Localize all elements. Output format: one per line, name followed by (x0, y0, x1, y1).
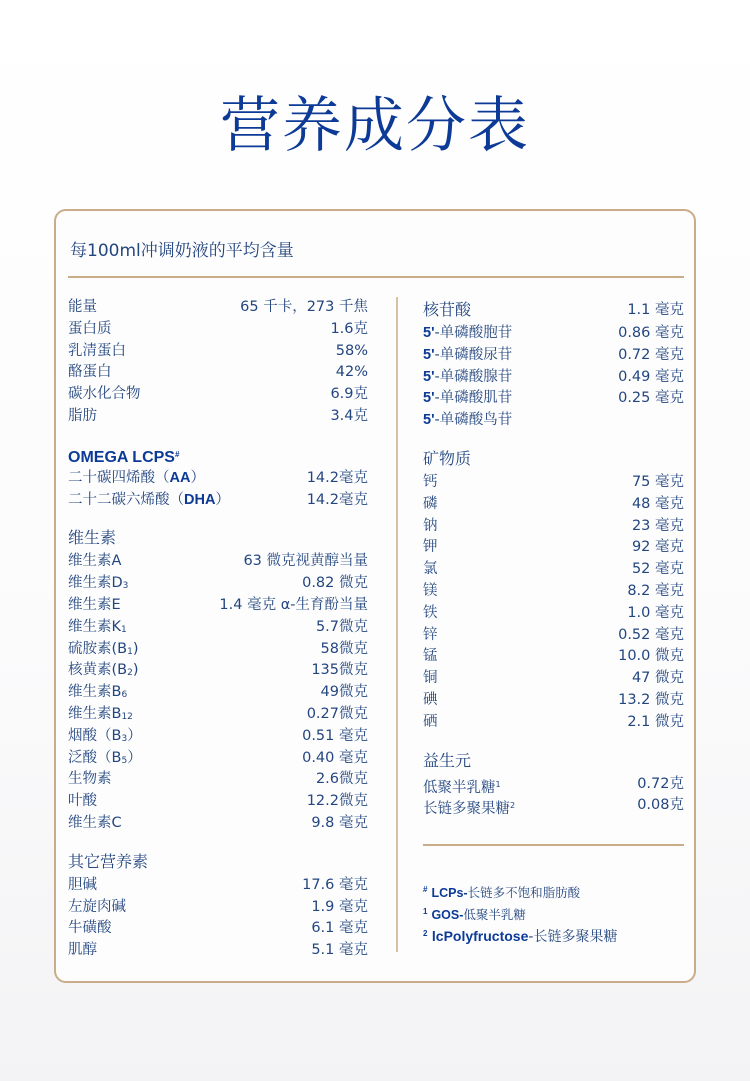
nutrient-row (423, 690, 684, 712)
footnote-term: lcPolyfructose (431, 928, 529, 944)
nutrient-name: 烟酸$(B_3)$ (68, 727, 142, 744)
nutrient-row (68, 297, 368, 319)
nutrient-value: 13.2 微克 (618, 691, 684, 708)
nutrient-name: 胆碱 (68, 876, 97, 893)
nutrient-row (68, 384, 368, 406)
nutrient-value: 17.6 毫克 (302, 876, 368, 893)
nutrient-value: 92 毫克 (631, 539, 684, 556)
nutrient-name: 钙 (423, 473, 438, 490)
nutrient-name: 泛酸$(B_5)$ (68, 749, 142, 766)
section-heading: 矿物质 (423, 448, 472, 468)
name-bold: AA (169, 469, 191, 486)
divider-notes (423, 844, 684, 846)
nutrient-value: 10.0 微克 (618, 648, 684, 665)
nutrient-value: 0.51 毫克 (302, 727, 368, 744)
nutrient-value: 1.9 毫克 (311, 898, 368, 915)
nutrient-value: 0.40 毫克 (302, 749, 368, 766)
nutrient-value: 1.0 毫克 (627, 604, 684, 621)
nutrient-name: 酪蛋白 (68, 364, 112, 381)
omega-section (68, 442, 368, 512)
nutrient-value: 1.4 毫克 α-生育酚当量 (219, 596, 368, 613)
nutrient-name (68, 468, 205, 490)
nutrient-value: 0.82 微克 (302, 575, 368, 592)
nutrient-row (68, 406, 368, 428)
subscript: 1 (121, 624, 127, 635)
left-column (68, 297, 368, 962)
nutrient-value: 65 千卡，273 千焦 (240, 299, 368, 315)
nutrient-row (68, 918, 368, 940)
nutrient-value: 2.6微克 (315, 771, 368, 788)
nutrient-row (68, 490, 368, 512)
nutrient-value: 0.49 毫克 (618, 368, 684, 385)
nutrient-value: 8.2 毫克 (627, 582, 684, 599)
nutrient-name: 维生素C (68, 814, 122, 831)
nutrient-name: 左旋肉碱 (68, 898, 126, 915)
nutrient-value: 6.1 毫克 (311, 920, 368, 937)
footnote-text: -长链多聚果糖 (528, 929, 618, 945)
nutrient-row (423, 516, 684, 538)
prefix: 5' (423, 390, 435, 407)
nutrient-value: 3.4克 (330, 407, 368, 424)
subscript: 12 (121, 711, 133, 722)
nutrient-name: 5'-单磷酸肌苷 (423, 390, 513, 407)
nutrient-value: 63 微克视黄醇当量 (243, 553, 368, 570)
superscript: 1 (495, 779, 501, 789)
footnote-text: 低聚半乳糖 (463, 907, 526, 922)
nutrient-value: 0.27微克 (306, 705, 368, 722)
nutrient-value: 2.1 微克 (627, 713, 684, 730)
nutrient-value: 9.8 毫克 (311, 814, 368, 831)
nutrient-row (423, 795, 684, 817)
page-title: 营养成分表 (220, 91, 530, 161)
nutrient-row (423, 712, 684, 734)
nutrient-name: 碘 (423, 691, 438, 708)
heading-value: 1.1 毫克 (627, 302, 684, 318)
nutrient-name: 锰 (423, 648, 438, 665)
nutrient-name: 核黄素$(B_2)$ (68, 662, 139, 679)
nutrient-name: 维生素$D_3$ (68, 575, 129, 592)
nutrient-name: 维生素A (68, 553, 122, 570)
nutrient-value: 0.52 毫克 (618, 626, 684, 643)
nutrient-value: 49微克 (320, 684, 368, 701)
nutrient-name: 铜 (423, 670, 438, 687)
nutrient-name: 镁 (423, 582, 438, 599)
nutrient-row (423, 668, 684, 690)
subscript: 3 (122, 581, 129, 592)
prebiotics-section (423, 748, 684, 818)
section-heading (423, 297, 684, 323)
nutrient-row (68, 748, 368, 770)
nutrient-value: 1.6克 (330, 320, 368, 337)
nutrient-name: 低聚半乳糖$^1$ (423, 779, 501, 796)
nutrient-row (423, 388, 684, 410)
footnote-mark: # (423, 885, 428, 894)
subscript: 1 (127, 646, 133, 657)
nutrient-value: 58% (335, 342, 368, 359)
footnotes (423, 879, 617, 945)
nutrient-row (423, 367, 684, 389)
nutrient-value: 5.1 毫克 (311, 942, 368, 959)
prefix: 5' (423, 368, 435, 385)
subscript: 6 (121, 690, 128, 701)
nutrient-name: 碳水化合物 (68, 386, 141, 403)
nutrient-name: 肌醇 (68, 942, 97, 959)
section-heading: 益生元 (423, 750, 472, 770)
nutrient-row (423, 646, 684, 668)
others-section (68, 849, 368, 962)
name-part: 二十碳四烯酸（ (68, 469, 170, 486)
minerals-section (423, 446, 684, 734)
nutrient-row (68, 551, 368, 573)
nutrient-row (68, 341, 368, 363)
heading-sup: # (174, 449, 180, 459)
nutrient-value: 6.9克 (330, 386, 368, 403)
right-column (423, 297, 684, 817)
nutrient-value: 0.25 毫克 (618, 390, 684, 407)
nutrient-row (68, 319, 368, 341)
nutrition-card (54, 209, 696, 983)
nutrient-name: 维生素$K_1$ (68, 618, 127, 635)
superscript: 2 (510, 801, 516, 811)
nutrient-name: 维生素E (68, 596, 121, 613)
nutrient-row (423, 603, 684, 625)
nutrient-value: 0.86 毫克 (618, 325, 684, 341)
nutrient-value: 47 微克 (631, 670, 684, 687)
nutrient-row (423, 410, 684, 432)
footnote (423, 879, 617, 901)
heading-text: 核苷酸 (423, 300, 472, 319)
nutrient-row (68, 704, 368, 726)
basic-section (68, 297, 368, 428)
nutrient-row (423, 345, 684, 367)
nutrient-row (423, 581, 684, 603)
nutrient-name: 5'-单磷酸鸟苷 (423, 412, 513, 429)
nutrient-value: 75 毫克 (631, 473, 684, 490)
nutrient-name: 长链多聚果糖$^2$ (423, 801, 516, 818)
nutrient-value: 135微克 (311, 662, 368, 679)
nutrient-row (68, 362, 368, 384)
nutrient-row (68, 595, 368, 617)
nutrient-value: 42% (335, 364, 368, 381)
name-part: 二十二碳六烯酸（ (68, 491, 184, 508)
nutrient-value: 23 毫克 (631, 517, 684, 534)
nutrient-row (68, 468, 368, 490)
nutrient-name: 脂肪 (68, 407, 97, 424)
nutrient-row (68, 940, 368, 962)
vitamins-section (68, 525, 368, 834)
footnote-mark: 1 (423, 907, 428, 916)
footnote-text: 长链多不饱和脂肪酸 (467, 885, 581, 900)
nutrient-value: 58微克 (320, 640, 368, 657)
divider-vertical (396, 297, 398, 952)
card-subtitle: 每100ml冲调奶液的平均含量 (70, 241, 294, 261)
nutrient-row (423, 559, 684, 581)
nutrient-name: 乳清蛋白 (68, 342, 126, 359)
subscript: 3 (121, 733, 128, 744)
nutrient-name: 钾 (423, 539, 438, 556)
nutrient-row (68, 617, 368, 639)
nutrient-row (423, 537, 684, 559)
nutrient-value: 5.7微克 (315, 618, 368, 635)
nucleotides-section (423, 297, 684, 432)
subscript: 2 (127, 668, 133, 679)
nutrient-name: 维生素$B_{12}$ (68, 705, 133, 722)
nutrient-name: 能量 (68, 299, 97, 315)
nutrient-name: 蛋白质 (68, 320, 112, 337)
footnote (423, 901, 617, 923)
nutrient-name: 锌 (423, 626, 438, 643)
footnote (423, 923, 617, 945)
nutrient-name: 5'-单磷酸尿苷 (423, 346, 513, 363)
nutrient-row (68, 726, 368, 748)
footnote-term: GOS- (431, 908, 464, 922)
nutrient-name: 氯 (423, 561, 438, 578)
section-heading: 其它营养素 (68, 851, 149, 871)
nutrient-name: 维生素$B_6$ (68, 684, 128, 701)
nutrient-row (68, 639, 368, 661)
nutrient-name: 5'-单磷酸腺苷 (423, 368, 513, 385)
nutrient-name: 牛磺酸 (68, 920, 112, 937)
section-heading: 维生素 (68, 528, 117, 548)
nutrient-name: 5'-单磷酸胞苷 (423, 325, 513, 341)
footnote-mark: 2 (423, 929, 428, 938)
footnote-term: LCPs- (431, 886, 468, 900)
nutrient-name: 钠 (423, 517, 438, 534)
nutrient-row (423, 472, 684, 494)
nutrient-name: 铁 (423, 604, 438, 621)
nutrient-row (423, 494, 684, 516)
nutrient-row (68, 813, 368, 835)
nutrient-value: 52 毫克 (631, 561, 684, 578)
prefix: 5' (423, 325, 435, 341)
nutrient-name: 硫胺素$(B_1)$ (68, 640, 139, 657)
prefix: 5' (423, 346, 435, 363)
nutrient-row (423, 774, 684, 796)
name-bold: DHA (184, 491, 216, 508)
nutrient-value: 12.2微克 (306, 793, 368, 810)
name-part: ） (190, 469, 205, 486)
nutrient-row (68, 769, 368, 791)
heading-text: OMEGA LCPS (68, 448, 175, 466)
nutrient-row (68, 682, 368, 704)
nutrient-row (68, 791, 368, 813)
nutrient-value: 48 毫克 (631, 495, 684, 512)
nutrient-value: 0.08克 (637, 797, 684, 814)
nutrient-name: 叶酸 (68, 793, 97, 810)
nutrient-row (68, 875, 368, 897)
prefix: 5' (423, 412, 435, 429)
nutrient-row (68, 573, 368, 595)
nutrient-value: 0.72克 (637, 775, 684, 792)
nutrient-name: 硒 (423, 713, 438, 730)
nutrient-name (68, 490, 230, 512)
subscript: 5 (121, 755, 128, 766)
nutrient-row (68, 897, 368, 919)
nutrient-value: 0.72 毫克 (618, 346, 684, 363)
nutrient-value: 14.2毫克 (306, 491, 368, 508)
nutrient-row (423, 625, 684, 647)
nutrient-row (68, 660, 368, 682)
nutrient-name: 磷 (423, 495, 438, 512)
nutrient-name: 生物素 (68, 771, 112, 788)
section-heading (68, 442, 368, 468)
name-part: ） (215, 491, 230, 508)
nutrient-value: 14.2毫克 (306, 469, 368, 486)
divider-top (68, 276, 684, 278)
nutrient-row (423, 323, 684, 345)
